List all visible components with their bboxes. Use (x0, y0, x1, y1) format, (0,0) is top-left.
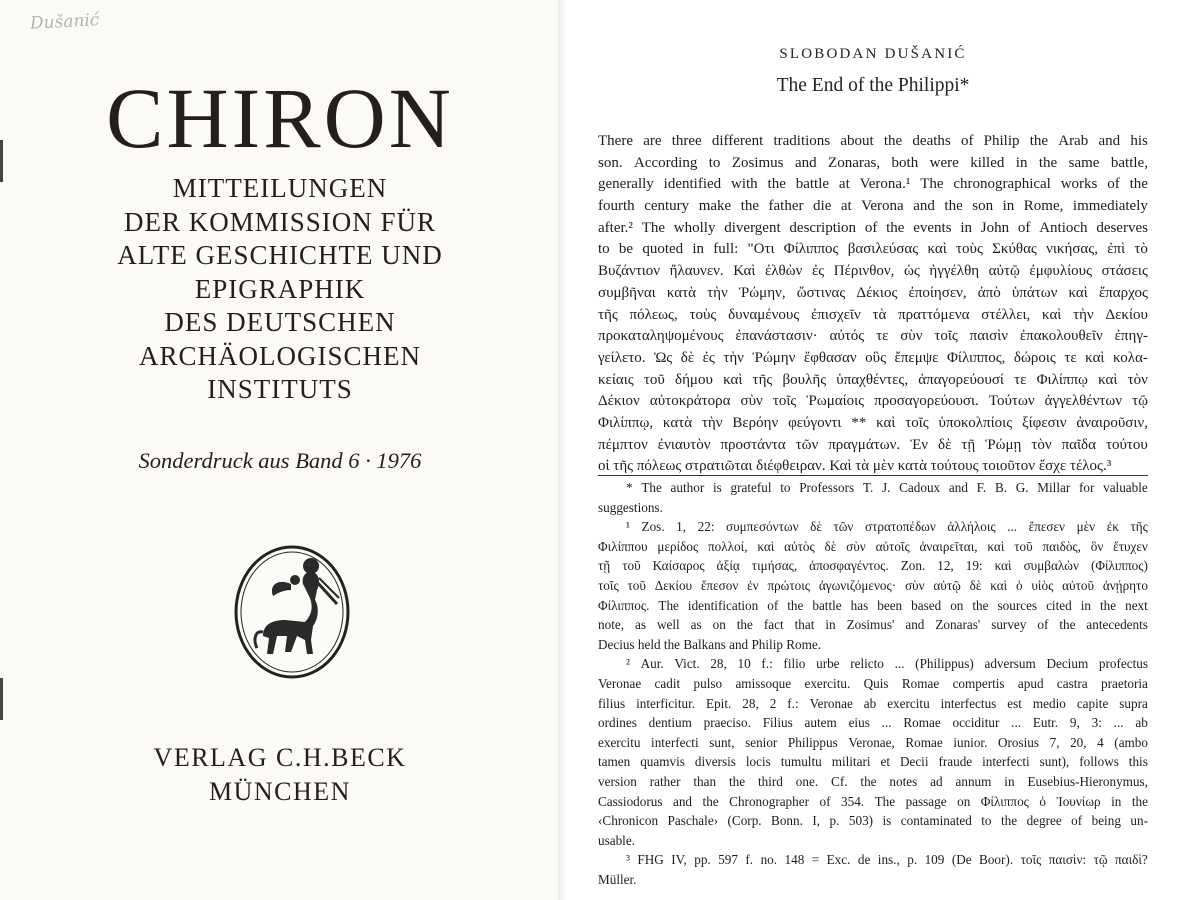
binding-mark (0, 678, 3, 720)
footnote-line: Φιλίππου μερίδος πολλοί, καὶ αὐτὸς δὲ σὺν αὐτοῖς ἀναιρεῖται, καὶ τοῦ παιδὸς, ὃν ἔτυχεν (598, 538, 1148, 554)
body-line: to be quoted in full: "Οτι Φίλιππος βασιλεύσας καὶ τοὺς Σκύθας νικήσας, ἐπὶ τὸ (598, 241, 1148, 258)
body-line: There are three different traditions about the deaths of Philip the Arab and his (598, 133, 1148, 149)
handwritten-name: Dušanić (29, 10, 100, 34)
footnote-line: exercitu interfecti sunt, senior Philippus Veronae, Romae iunior. Orosius 7, 20, 4 (ambo (598, 734, 1148, 750)
footnote-line: Cassiodorus and the Chronographer of 354. The passage on Φίλιππος ὁ Ἰουνίωρ in the (598, 793, 1148, 809)
journal-title: CHIRON (106, 70, 454, 166)
subtitle-line: INSTITUTS (207, 374, 353, 404)
article-page (566, 0, 1180, 900)
body-line: οἱ τῆς πόλεως στρατιῶται διέφθειραν. Καὶ τὰ μὲν κατὰ τούτους τοιοῦτον ἔσχε τέλος.³ (598, 458, 1112, 475)
footnote-line: Veronae cadit pulso amissoque exercitu. Quis Romae compertis apud castra praetoria (598, 675, 1148, 691)
article-title: The End of the Philippi* (776, 75, 970, 96)
body-line: κείαις τοῦ δήμου καὶ τῆς βουλῆς ὑπαχθέντες, ἀπαγορεύουσί τε Φιλίππῳ καὶ τὸν (598, 371, 1148, 388)
body-line: generally identified with the battle at Verona.¹ The chronographical works of the (598, 176, 1148, 193)
footnote-line: * The author is grateful to Professors T. J. Cadoux and F. B. G. Millar for valuable (626, 480, 1148, 495)
footnote-rule (598, 475, 1148, 476)
publisher-city: MÜNCHEN (209, 777, 351, 806)
footnote-line: usable. (598, 832, 635, 848)
body-line: after.² The wholly divergent description of the events in John of Antioch deserves (598, 219, 1148, 236)
journal-subtitle (0, 172, 560, 407)
body-line: fourth century make the father die at Verona and the son in Rome, immediately (598, 198, 1148, 215)
body-line: Δέκιον αὐτοκράτορα σὺν τοῖς Ῥωμαίοις προσαγορεύουσι. Τούτων ἀγγελθέντων τῷ (598, 393, 1148, 410)
body-line: γείλετο. Ὡς δὲ ἐς τὴν Ῥώμην ἔφθασαν οὓς ἔπεμψε Φίλιππος, δώροις τε καὶ κολα- (598, 349, 1148, 366)
footnote-line: ordines dentium praeciso. Filius autem eius ... Romae occiditur ... Eutr. 9, 3: ... ab (598, 715, 1148, 731)
body-line: Φιλίππῳ, κατὰ τὴν Βερόην φεύγοντι ** καὶ τοῖς ὑποκολπίοις ξίφεσιν ἀναιροῦσιν, (598, 414, 1148, 431)
footnote-line: ‹Chronicon Paschale› (Corp. Bonn. I, p. 503) is contaminated to the degree of being un- (598, 813, 1148, 829)
subtitle-line: DES DEUTSCHEN (164, 307, 396, 337)
centaur-gem-emblem (233, 544, 351, 680)
footnote-line: tamen quamvis diversis locis tumultu militari et Decii fraude interfecti sunt), follows this (598, 754, 1148, 770)
body-line: τῆς πόλεως, τοὺς δυναμένους ἐπισχεῖν τὰ πραττόμενα στέλλει, καὶ τὴν Δεκίου (598, 306, 1148, 323)
footnote-line: τοῖς τοῦ Δεκίου ἔπεσον ἐν πρώτοις ἀγωνιζόμενος· σὺν αὐτῷ δὲ καὶ ὁ υἱὸς αὐτοῦ ἀνῄρητο (598, 577, 1148, 593)
body-line: Βυζάντιον ἤλαυνεν. Καὶ ἐλθὼν ἐς Πέρινθον, ὡς ἠγγέλθη αὐτῷ ἐμφυλίους στάσεις (598, 263, 1148, 280)
subtitle-line: ALTE GESCHICHTE UND (117, 240, 443, 270)
footnote-line: τῇ τοῦ Καίσαρος ἀξίᾳ τιμήσας, ἀποσφαγέντος. Zon. 12, 19: καὶ συμβαλὼν (Φίλιππος) (598, 558, 1148, 574)
footnote-line: ³ FHG IV, pp. 597 f. no. 148 = Exc. de ins., p. 109 (De Boor). τοῖς παισὶν: τῷ παιδὶ? (626, 852, 1148, 868)
article-author: SLOBODAN DUŠANIĆ (779, 46, 967, 62)
footnote-line: filius interficitur. Epit. 28, 2 f.: Veronae ab exercitu interfectus est medio capite supra (598, 695, 1148, 711)
footnote-line: Müller. (598, 871, 637, 887)
subtitle-line: MITTEILUNGEN (172, 173, 388, 203)
offprint-line: Sonderdruck aus Band 6 · 1976 (138, 448, 422, 473)
footnote-line: Φίλιππος. The identification of the battle has been based on the sources cited in the next (598, 597, 1148, 613)
footnotes (598, 478, 1148, 889)
footnote-line: Decius held the Balkans and Philip Rome. (598, 636, 822, 652)
subtitle-line: DER KOMMISSION FÜR (123, 206, 437, 237)
publisher-name: VERLAG C.H.BECK (153, 743, 407, 772)
footnote-line: version rather than the third one. Cf. the notes ad annum in Eusebius-Hieronymus, (598, 773, 1148, 789)
cover-page (0, 0, 560, 900)
footnote-line: suggestions. (598, 499, 663, 515)
subtitle-line: EPIGRAPHIK (194, 273, 366, 304)
footnote-line: note, as well as on the fact that in Zosimus' and Zonaras' survey of the antecedents (598, 617, 1148, 633)
body-line: πέμπτον ἐνιαυτὸν προστάντα τῶν πραγμάτων. Ἐν δὲ τῇ Ῥώμῃ τὸν παῖδα τούτου (598, 436, 1148, 453)
footnote-line: ¹ Zos. 1, 22: συμπεσόντων δὲ τῶν στρατοπέδων ἀλλήλοις ... ἔπεσεν μὲν ἐκ τῆς (626, 519, 1148, 535)
footnote-line: ² Aur. Vict. 28, 10 f.: filio urbe relicto ... (Philippus) adversum Decium profectus (626, 656, 1148, 672)
publisher (0, 741, 560, 809)
body-line: συμβῆναι κατὰ τὴν Ῥώμην, ὥστινας Δέκιος ἐποίησεν, ἀπὸ ὑπάτων καὶ ἔπαρχος (598, 284, 1148, 301)
subtitle-line: ARCHÄOLOGISCHEN (138, 340, 421, 371)
body-line: son. According to Zosimus and Zonaras, both were killed in the same battle, (598, 154, 1148, 171)
article-body (598, 131, 1148, 478)
body-line: προκαταληψομένους ἐπανάστασιν· αὐτός τε σὺν τοῖς παισὶν ἐπακολουθεῖν ἐπηγ- (598, 328, 1148, 345)
